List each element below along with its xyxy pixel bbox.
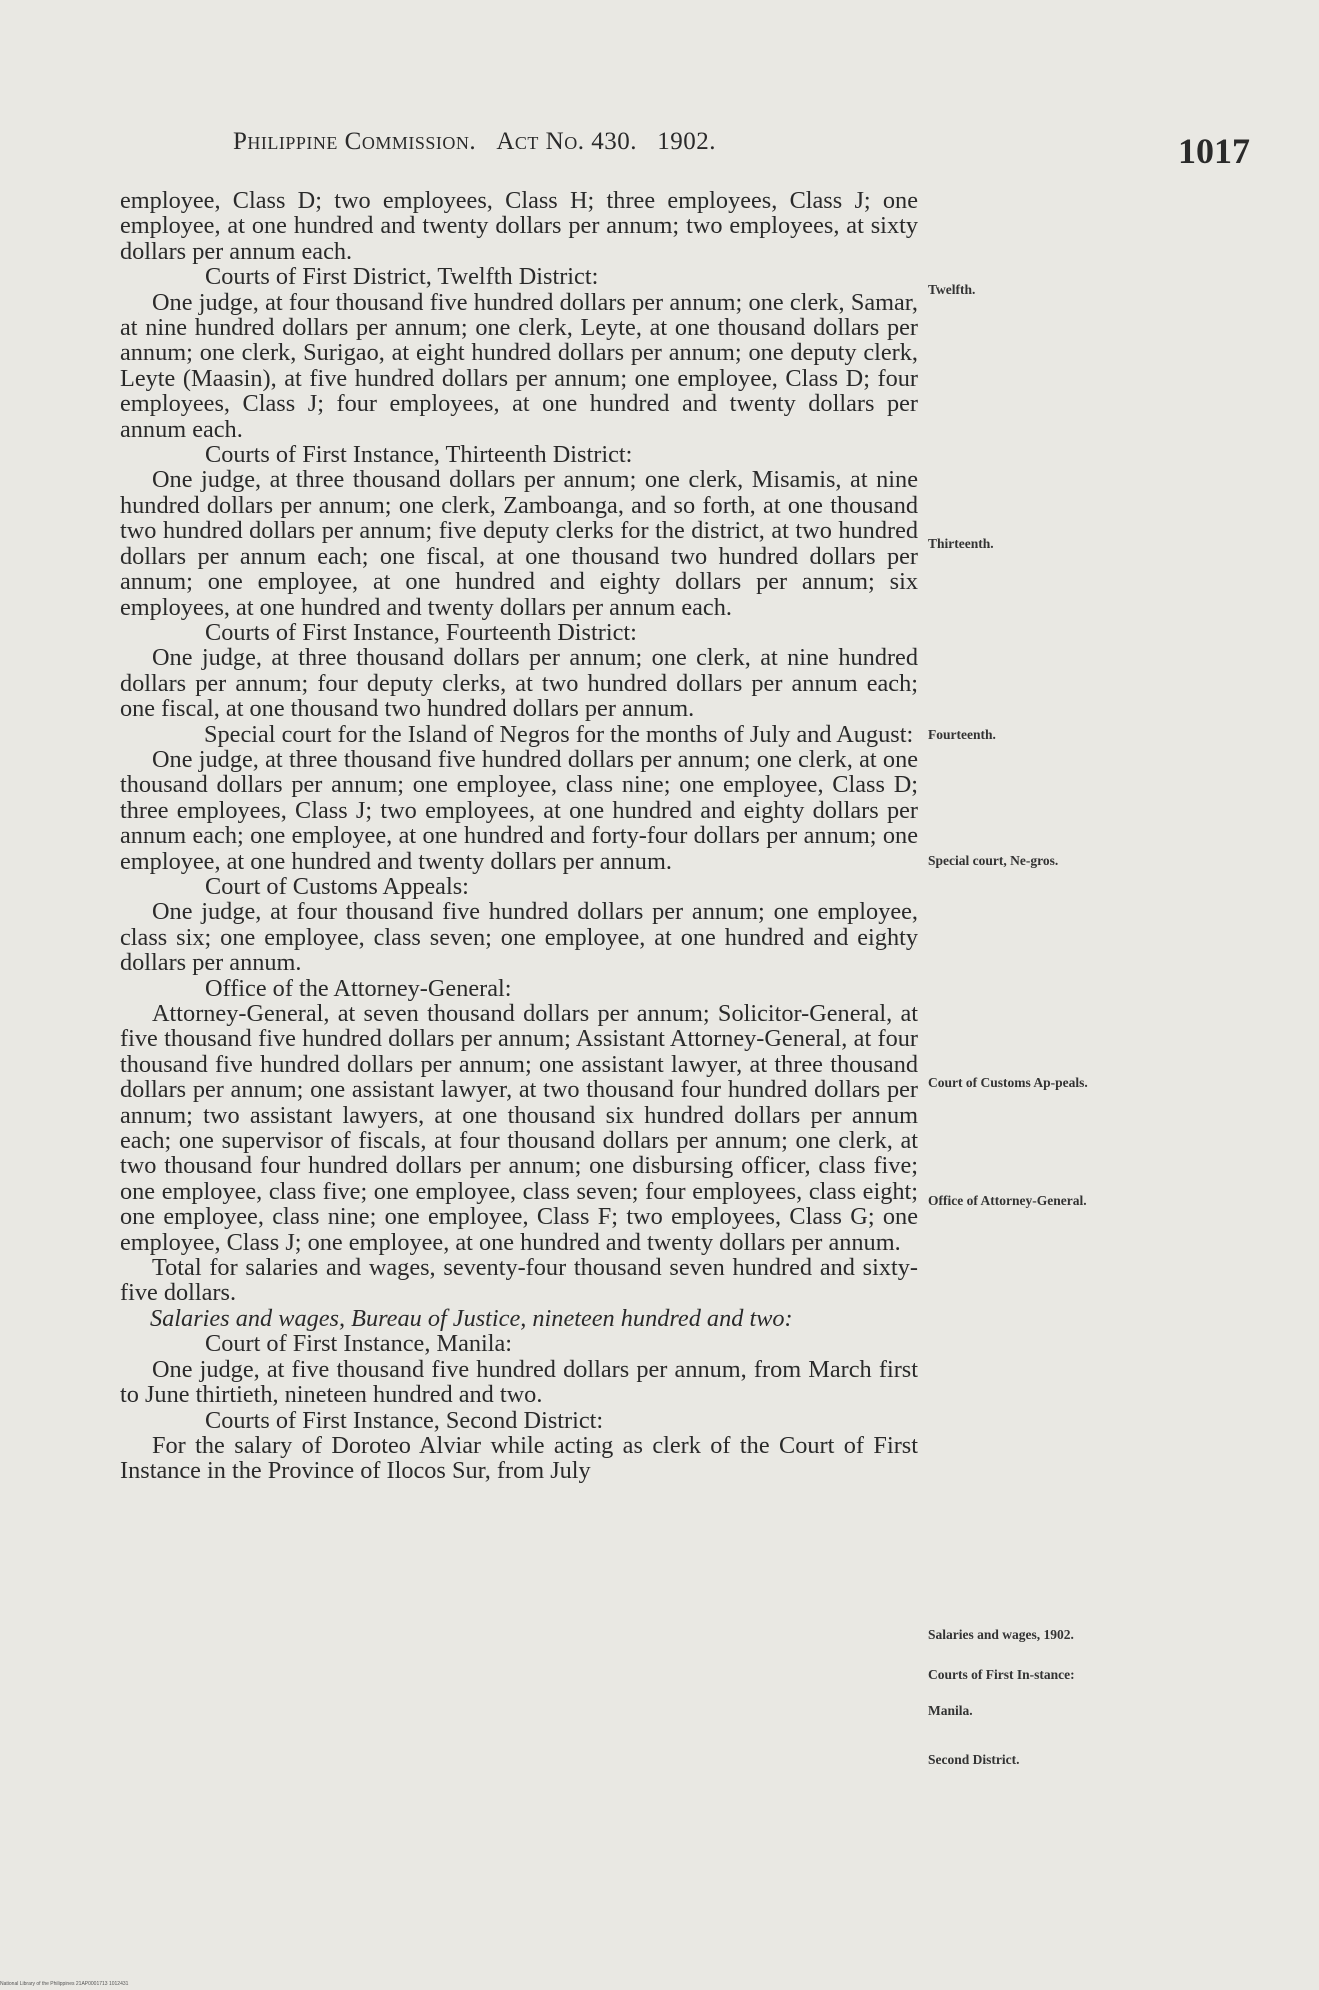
margin-note: Twelfth. — [928, 282, 976, 297]
paragraph: Total for salaries and wages, seventy-four thousand seven hundred and sixty-five dollars. — [120, 1254, 918, 1307]
margin-note: Thirteenth. — [928, 536, 994, 551]
paragraph: One judge, at four thousand five hundred dollars per annum; one employee, class six; one employee, class seven; one employee, at one hundred and eighty dollars per annum. — [120, 898, 918, 977]
paragraph: One judge, at three thousand dollars per annum; one clerk, Misamis, at nine hundred dollars per annum; one clerk, Zamboanga, and so forth, at one thousand two hundred dollars per annum; five deputy clerks for the district, at two hundred dollars per annum each; one fiscal, at one thousand two hundred dollars per annum; one employee, at one hundred and eighty dollars per annum; six employees, at one hundred and twenty dollars per annum each. — [120, 466, 918, 621]
section-heading: Courts of First Instance, Second District: — [205, 1406, 604, 1434]
section-heading: Special court for the Island of Negros for the months of July and August: — [204, 720, 914, 748]
section-heading: Courts of First District, Twelfth District: — [205, 263, 599, 291]
margin-note: Salaries and wages, 1902. — [928, 1627, 1074, 1642]
header-year: 1902. — [657, 128, 716, 155]
paragraph: Attorney-General, at seven thousand dollars per annum; Solicitor-General, at five thousand five hundred dollars per annum; Assistant Attorney-General, at four thousand five hundred dollars per annum; one assistant lawyer, at three thousand dollars per annum; one assistant lawyer, at two thousand four hundred dollars per annum; two assistant lawyers, at one thousand six hundred dollars per annum each; one supervisor of fiscals, at four thousand dollars per annum; one clerk, at two thousand four hundred dollars per annum; one disbursing officer, class five; one employee, class five; one employee, class seven; four employees, class eight; one employee, class nine; one employee, Class F; two employees, Class G; one employee, Class J; one employee, at one hundred and twenty dollars per annum. — [120, 1000, 918, 1256]
margin-note: Special court, Ne-gros. — [928, 853, 1059, 868]
section-heading: Court of First Instance, Manila: — [205, 1330, 513, 1358]
section-heading: Court of Customs Appeals: — [205, 872, 469, 900]
margin-note: Second District. — [928, 1752, 1020, 1767]
paragraph: One judge, at four thousand five hundred dollars per annum; one clerk, Samar, at nine hundred dollars per annum; one clerk, Leyte, at one thousand dollars per annum; one clerk, Surigao, at eight hundred dollars per annum; one deputy clerk, Leyte (Maasin), at five hundred dollars per annum; one employee, Class D; four employees, Class J; four employees, at one hundred and twenty dollars per annum each. — [120, 288, 918, 443]
section-heading: Courts of First Instance, Thirteenth District: — [205, 441, 633, 469]
margin-note: Courts of First In-stance: — [928, 1667, 1075, 1682]
section-heading: Salaries and wages, Bureau of Justice, nineteen hundred and two: — [150, 1304, 793, 1332]
paragraph: One judge, at three thousand dollars per annum; one clerk, at nine hundred dollars per annum; four deputy clerks, at two hundred dollars per annum each; one fiscal, at one thousand two hundred dollars per annum. — [120, 644, 918, 723]
header-act: Act No. 430. — [496, 128, 637, 155]
paragraph: One judge, at three thousand five hundred dollars per annum; one clerk, at one thousand dollars per annum; one employee, class nine; one employee, Class D; three employees, Class J; two employees, at one hundred and eighty dollars per annum each; one employee, at one hundred and forty-four dollars per annum; one employee, at one hundred and twenty dollars per annum. — [120, 745, 918, 875]
scan-footer: National Library of the Philippines 21AP0001713 1012431 — [0, 1981, 129, 1987]
header-title: Philippine Commission. — [233, 128, 477, 155]
section-heading: Office of the Attorney-General: — [205, 974, 512, 1002]
body-text — [120, 188, 918, 1484]
margin-note: Manila. — [928, 1703, 973, 1718]
paragraph: One judge, at five thousand five hundred dollars per annum, from March first to June thirtieth, nineteen hundred and two. — [120, 1355, 918, 1409]
page-number: 1017 — [1178, 131, 1250, 171]
paragraph: employee, Class D; two employees, Class H; three employees, Class J; one employee, at one hundred and twenty dollars per annum; two employees, at sixty dollars per annum each. — [120, 187, 918, 265]
paragraph: For the salary of Doroteo Alviar while acting as clerk of the Court of First Instance in the Province of Ilocos Sur, from July — [120, 1431, 918, 1485]
margin-note: Fourteenth. — [928, 727, 996, 742]
margin-note: Court of Customs Ap-peals. — [928, 1075, 1088, 1090]
margin-note: Office of Attorney-General. — [928, 1193, 1087, 1208]
running-header — [233, 128, 716, 156]
section-heading: Courts of First Instance, Fourteenth District: — [205, 618, 637, 646]
